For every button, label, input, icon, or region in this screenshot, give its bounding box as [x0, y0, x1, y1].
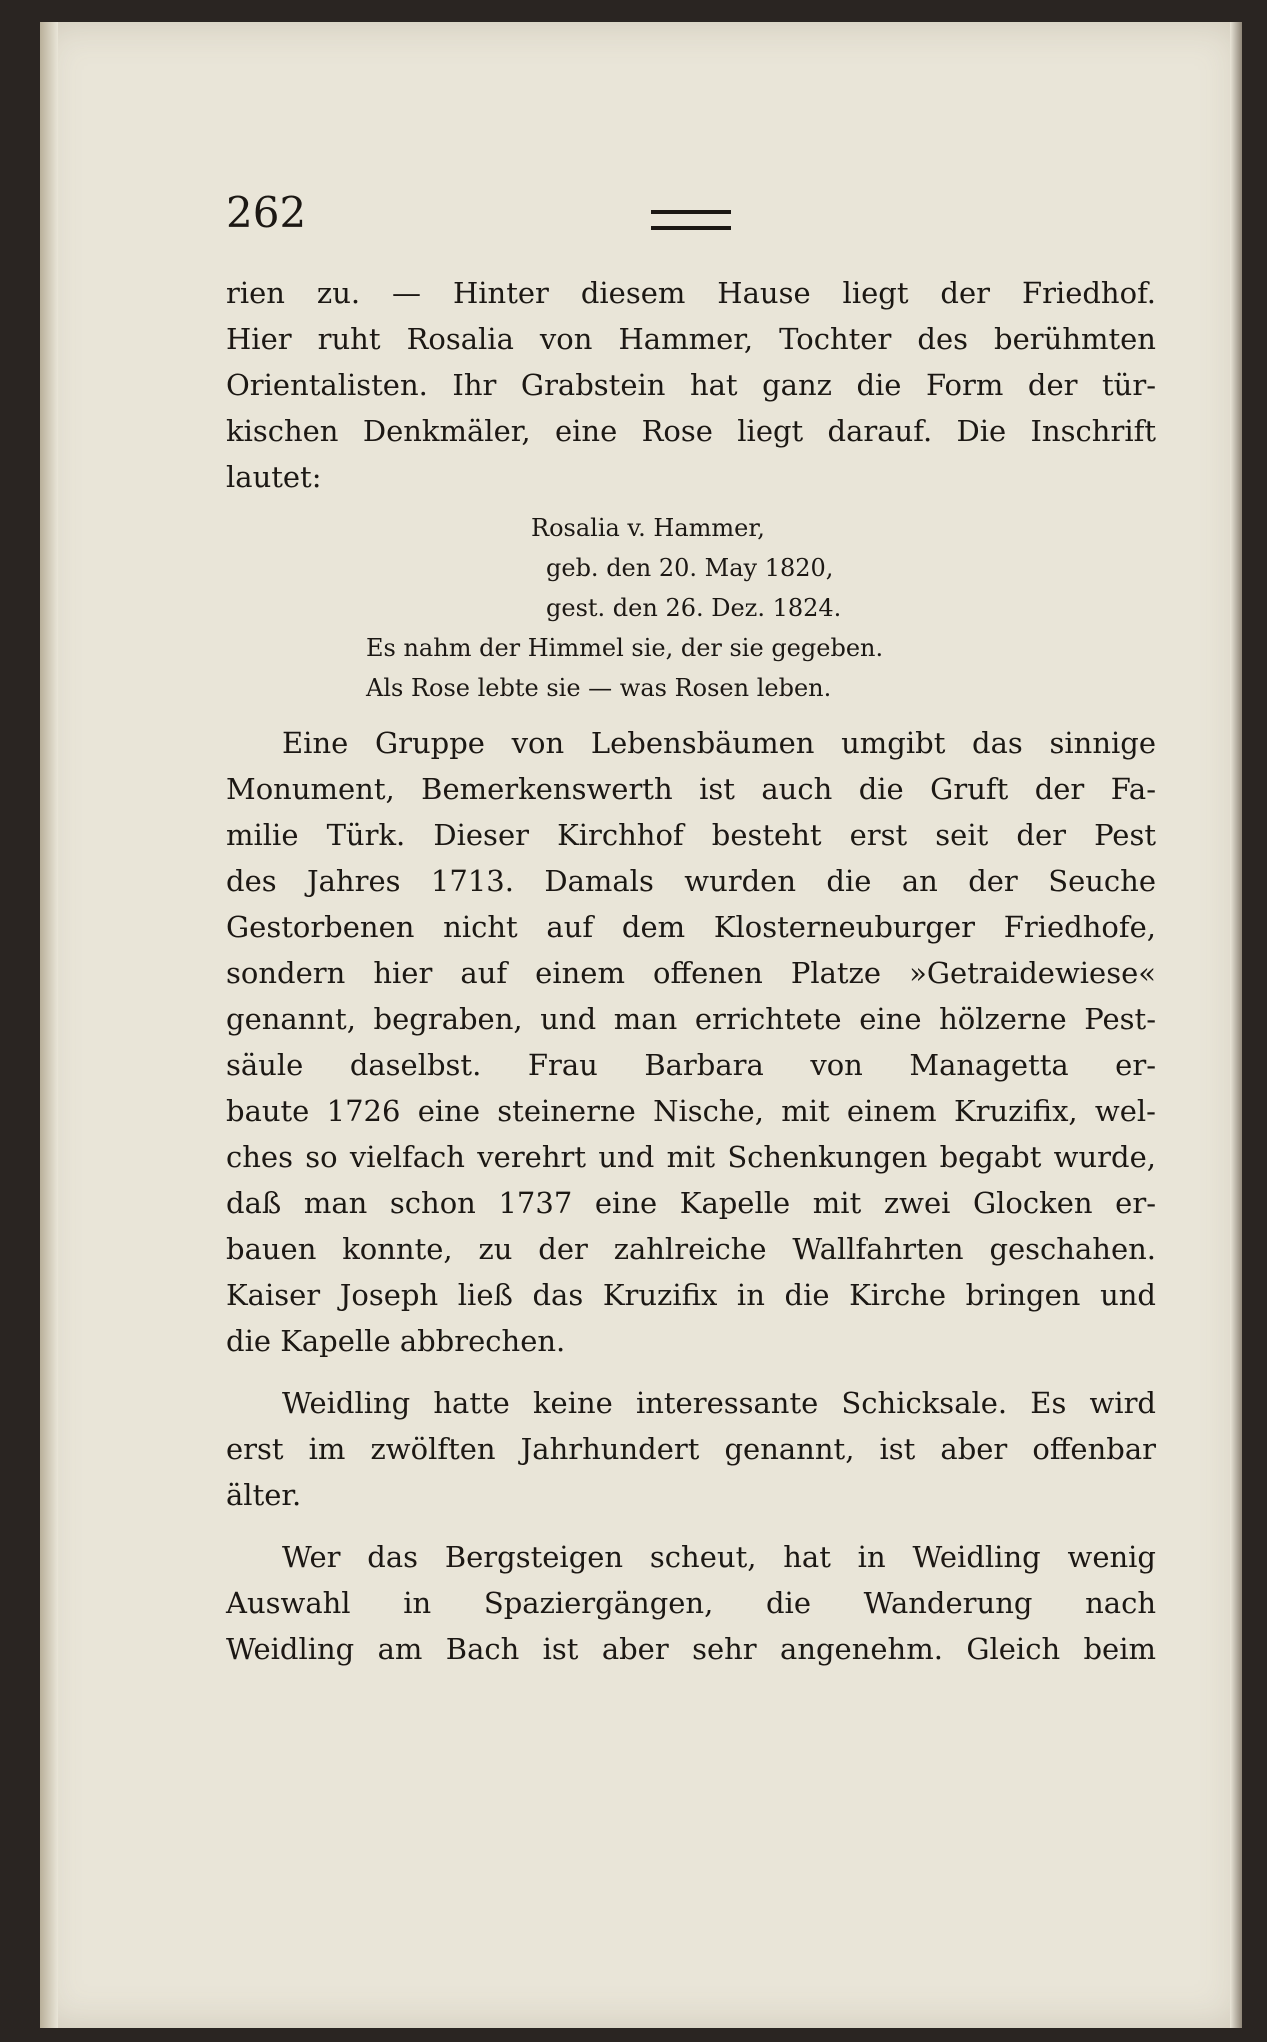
text-line: Hier ruht Rosalia von Hammer, Tochter des berühmten: [226, 322, 1156, 356]
text-line: daß man schon 1737 eine Kapelle mit zwei Glocken er-: [226, 1186, 1156, 1220]
inscription-line: Rosalia v. Hammer,: [531, 514, 765, 542]
paragraph-spacer: [226, 1518, 1156, 1534]
text-line: Weidling am Bach ist aber sehr angenehm. Gleich beim: [226, 1632, 1156, 1666]
text-line: milie Türk. Dieser Kirchhof besteht erst seit der Pest: [226, 818, 1156, 852]
text-line: baute 1726 eine steinerne Nische, mit einem Kruzifix, wel-: [226, 1094, 1156, 1128]
text-line: Kaiser Joseph ließ das Kruzifix in die Kirche bringen und: [226, 1278, 1156, 1312]
text-line: die Kapelle abbrechen.: [226, 1324, 566, 1358]
text-line: Eine Gruppe von Lebensbäumen umgibt das sinnige: [282, 726, 1156, 760]
paragraph-spacer: [226, 1364, 1156, 1380]
header-double-rule: [651, 210, 731, 230]
paragraph-1: [226, 270, 1156, 500]
inscription-line: gest. den 26. Dez. 1824.: [546, 594, 842, 622]
text-line: des Jahres 1713. Damals wurden die an der Seuche: [226, 864, 1156, 898]
text-line: Auswahl in Spaziergängen, die Wanderung nach: [226, 1586, 1156, 1620]
paragraph-4: [226, 1534, 1156, 1672]
text-line: Monument, Bemerkenswerth ist auch die Gruft der Fa-: [226, 772, 1156, 806]
text-line: kischen Denkmäler, eine Rose liegt darauf. Die Inschrift: [226, 414, 1156, 448]
text-line: Wer das Bergsteigen scheut, hat in Weidling wenig: [282, 1540, 1156, 1574]
text-line: ches so vielfach verehrt und mit Schenkungen begabt wurde,: [226, 1140, 1156, 1174]
text-line: Orientalisten. Ihr Grabstein hat ganz die Form der tür-: [226, 368, 1156, 402]
text-line: säule daselbst. Frau Barbara von Managetta er-: [226, 1048, 1156, 1082]
page-body: [226, 270, 1156, 1672]
text-line: rien zu. — Hinter diesem Hause liegt der Friedhof.: [226, 276, 1156, 310]
text-line: älter.: [226, 1478, 302, 1512]
page-gutter-shadow: [40, 22, 58, 2028]
page-header: [226, 188, 1156, 248]
text-line: bauen konnte, zu der zahlreiche Wallfahrten geschahen.: [226, 1232, 1156, 1266]
text-line: genannt, begraben, und man errichtete eine hölzerne Pest-: [226, 1002, 1156, 1036]
inscription-line: Es nahm der Himmel sie, der sie gegeben.: [366, 634, 884, 662]
inscription-line: Als Rose lebte sie — was Rosen leben.: [366, 674, 832, 702]
page-edge-shadow: [1230, 22, 1242, 2028]
paragraph-3: [226, 1380, 1156, 1518]
page-number: 262: [226, 188, 307, 237]
paragraph-2: [226, 720, 1156, 1364]
inscription-block: [226, 508, 1156, 708]
text-line: erst im zwölften Jahrhundert genannt, ist aber offenbar: [226, 1432, 1156, 1466]
text-line: sondern hier auf einem offenen Platze »Getraidewiese«: [226, 956, 1156, 990]
text-line: Gestorbenen nicht auf dem Klosterneuburger Friedhofe,: [226, 910, 1156, 944]
inscription-line: geb. den 20. May 1820,: [546, 554, 834, 582]
text-line: Weidling hatte keine interessante Schicksale. Es wird: [282, 1386, 1156, 1420]
text-line: lautet:: [226, 460, 322, 494]
